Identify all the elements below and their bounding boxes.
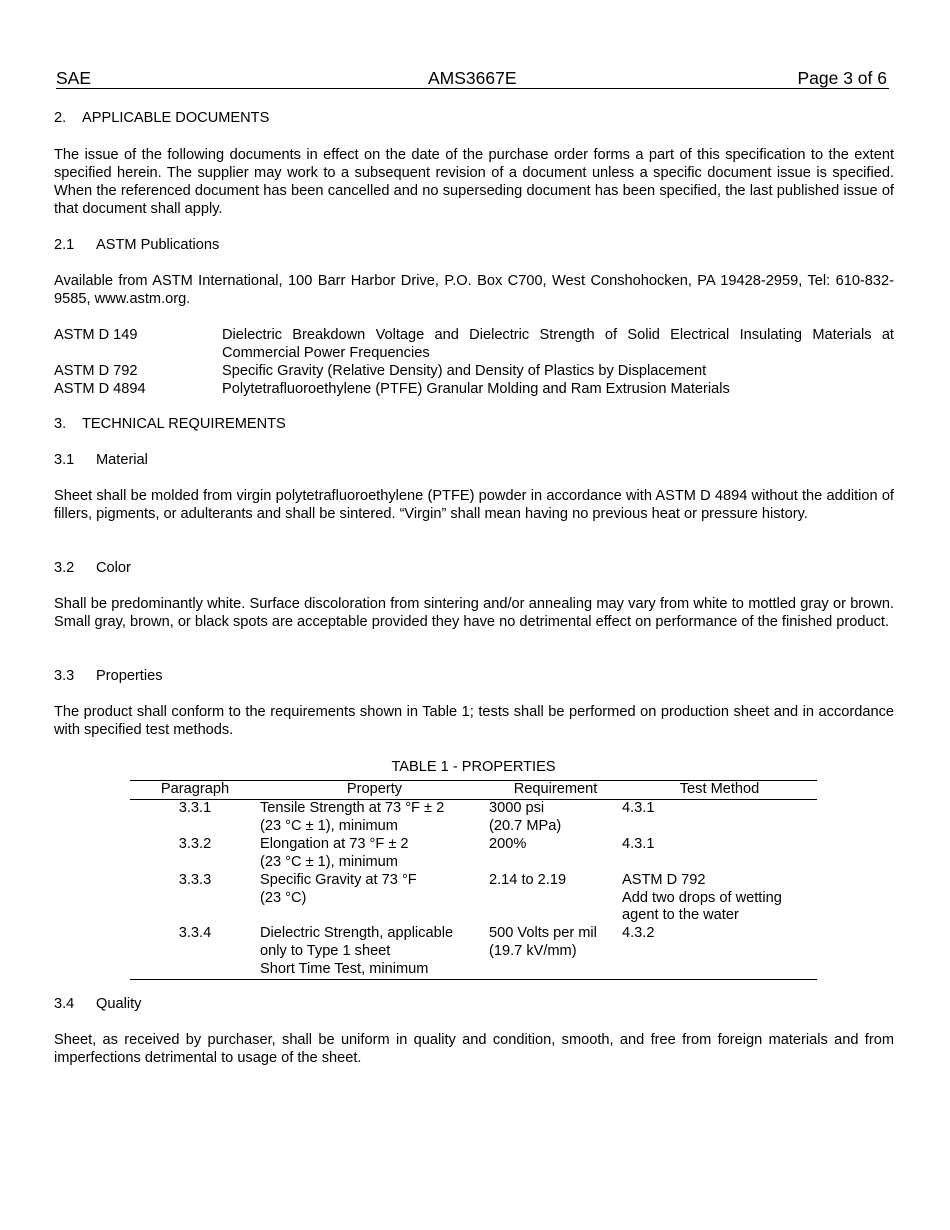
cell-property <box>260 836 489 872</box>
cell-line: Short Time Test, minimum <box>260 961 429 978</box>
cell-paragraph: 3.3.4 <box>130 925 260 979</box>
reference-item <box>54 381 894 399</box>
section-title: ASTM Publications <box>96 237 220 253</box>
cell-paragraph: 3.3.1 <box>178 800 212 816</box>
cell-line: (23 °C) <box>260 889 307 906</box>
section-title: Properties <box>96 668 163 684</box>
table-caption: TABLE 1 - PROPERTIES <box>391 759 556 775</box>
section-number: 3.1 <box>54 452 75 468</box>
reference-title: Dielectric Breakdown Voltage and Dielectric Strength of Solid Electrical Insulating Materials at Commercial Power Frequencies <box>222 327 894 361</box>
cell-line: (20.7 MPa) <box>489 817 562 834</box>
section-number: 3.4 <box>54 996 75 1012</box>
cell-line: 4.3.1 <box>622 800 655 816</box>
cell-paragraph: 3.3.3 <box>178 871 212 888</box>
section-3-1-text: Sheet shall be molded from virgin polytetrafluoroethylene (PTFE) powder in accordance with ASTM D 4894 without the addition of fillers, pigments, or adulterants and shall be sintered. “Virgin” shall mean having no previous heat or pressure history. <box>54 488 894 522</box>
cell-property <box>260 800 489 836</box>
cell-line: 500 Volts per mil <box>489 925 597 942</box>
reference-title: Specific Gravity (Relative Density) and Density of Plastics by Displacement <box>222 362 707 379</box>
cell-line: 2.14 to 2.19 <box>489 871 567 888</box>
cell-test-method <box>622 836 817 872</box>
cell-line: (23 °C ± 1), minimum <box>260 853 398 870</box>
section-3-heading <box>54 416 894 434</box>
section-title: Material <box>96 452 148 468</box>
table-row <box>130 836 817 872</box>
cell-line: only to Type 1 sheet <box>260 943 391 960</box>
section-number: 2. <box>54 110 67 126</box>
section-3-2-text: Shall be predominantly white. Surface discoloration from sintering and/or annealing may vary from white to mottled gray or brown. Small gray, brown, or black spots are acceptable provided they have no detrimental effect on performance of the finished product. <box>54 596 894 630</box>
table-row <box>130 872 817 926</box>
cell-line: Add two drops of wetting <box>622 889 782 906</box>
section-2-1-text: Available from ASTM International, 100 Barr Harbor Drive, P.O. Box C700, West Conshohocken, PA 19428-2959, Tel: 610-832-9585, www.astm.org. <box>54 273 894 307</box>
cell-requirement <box>489 925 622 979</box>
cell-requirement <box>489 800 622 836</box>
cell-line: (23 °C ± 1), minimum <box>260 817 398 834</box>
cell-line: Dielectric Strength, applicable <box>260 925 454 942</box>
reference-id: ASTM D 149 <box>54 327 138 343</box>
reference-title: Polytetrafluoroethylene (PTFE) Granular Molding and Ram Extrusion Materials <box>222 380 730 397</box>
section-3-3-heading <box>54 668 894 686</box>
page-header <box>56 68 889 89</box>
cell-paragraph: 3.3.2 <box>178 835 212 852</box>
section-2-heading <box>54 110 894 128</box>
section-number: 3. <box>54 416 67 432</box>
section-3-1-heading <box>54 452 894 470</box>
column-header-property: Property <box>260 781 489 800</box>
section-title: TECHNICAL REQUIREMENTS <box>82 416 286 432</box>
cell-line: 4.3.1 <box>622 835 655 852</box>
cell-test-method <box>622 872 817 926</box>
section-number: 2.1 <box>54 237 75 253</box>
header-page-number: Page 3 of 6 <box>797 68 887 88</box>
cell-line: Tensile Strength at 73 °F ± 2 <box>260 800 445 816</box>
properties-table <box>130 780 817 980</box>
reference-list <box>54 327 894 399</box>
section-number: 3.2 <box>54 560 75 576</box>
reference-id: ASTM D 792 <box>54 362 138 379</box>
section-2-text: The issue of the following documents in effect on the date of the purchase order forms a part of this specification to the extent specified herein. The supplier may work to a subsequent revision of a document unless a specific document issue is specified. When the referenced document has been cancelled and no superseding document has been specified, the last published issue of that document shall apply. <box>54 147 894 217</box>
section-3-4-text: Sheet, as received by purchaser, shall be uniform in quality and condition, smooth, and free from foreign materials and from imperfections detrimental to usage of the sheet. <box>54 1032 894 1066</box>
cell-line: 4.3.2 <box>622 925 655 942</box>
cell-line: Elongation at 73 °F ± 2 <box>260 835 409 852</box>
cell-requirement <box>489 872 622 926</box>
reference-id: ASTM D 4894 <box>54 380 146 397</box>
section-2-1-heading <box>54 237 894 255</box>
section-title: APPLICABLE DOCUMENTS <box>82 110 270 126</box>
section-title: Quality <box>96 996 142 1012</box>
table-row <box>130 925 817 979</box>
section-title: Color <box>96 560 131 576</box>
column-header-paragraph: Paragraph <box>130 781 260 800</box>
cell-line: Specific Gravity at 73 °F <box>260 871 417 888</box>
cell-line: agent to the water <box>622 907 739 924</box>
cell-line: ASTM D 792 <box>622 871 706 888</box>
cell-test-method <box>622 925 817 979</box>
table-header-row <box>130 781 817 800</box>
section-3-4-heading <box>54 996 894 1014</box>
column-header-test-method: Test Method <box>622 781 817 800</box>
cell-requirement <box>489 836 622 872</box>
section-3-2-heading <box>54 560 894 578</box>
header-doc-number: AMS3667E <box>428 68 517 88</box>
reference-item <box>54 327 894 363</box>
section-number: 3.3 <box>54 668 75 684</box>
column-header-requirement: Requirement <box>489 781 622 800</box>
cell-line: (19.7 kV/mm) <box>489 943 577 960</box>
section-3-3-text: The product shall conform to the requirements shown in Table 1; tests shall be performed on production sheet and in accordance with specified test methods. <box>54 704 894 738</box>
table-row <box>130 800 817 836</box>
reference-item <box>54 363 894 381</box>
header-org: SAE <box>56 68 92 88</box>
cell-test-method <box>622 800 817 836</box>
cell-line: 200% <box>489 835 527 852</box>
cell-property <box>260 872 489 926</box>
cell-line: 3000 psi <box>489 800 545 816</box>
cell-property <box>260 925 489 979</box>
